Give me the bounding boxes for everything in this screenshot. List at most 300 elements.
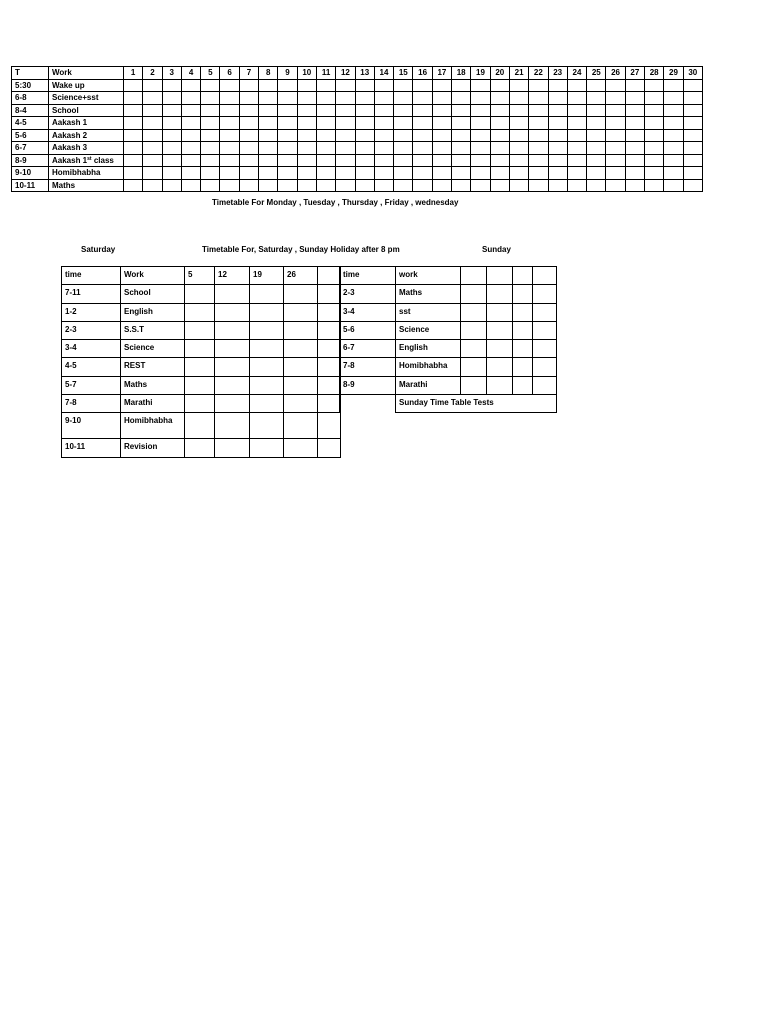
time-cell: 6-7 xyxy=(340,340,396,358)
work-cell: English xyxy=(121,303,185,321)
check-cell xyxy=(162,142,181,155)
sunday-timetable-body xyxy=(340,267,557,413)
check-cell xyxy=(548,142,567,155)
time-cell: 5:30 xyxy=(12,79,49,92)
day-header: 3 xyxy=(162,67,181,80)
check-cell xyxy=(250,340,284,358)
date-header: 19 xyxy=(250,267,284,285)
check-cell xyxy=(162,129,181,142)
check-cell xyxy=(284,358,318,376)
check-cell xyxy=(215,321,250,339)
check-cell xyxy=(143,79,162,92)
check-cell xyxy=(185,285,215,303)
check-cell xyxy=(587,129,606,142)
day-header: 23 xyxy=(548,67,567,80)
check-cell xyxy=(259,142,278,155)
check-cell xyxy=(625,92,644,105)
check-cell xyxy=(645,154,664,167)
check-cell xyxy=(143,167,162,180)
check-cell xyxy=(432,117,451,130)
check-cell xyxy=(394,79,413,92)
check-cell xyxy=(625,104,644,117)
check-cell xyxy=(215,376,250,394)
check-cell xyxy=(355,179,374,192)
check-cell xyxy=(220,142,239,155)
check-cell xyxy=(606,142,625,155)
check-cell xyxy=(533,358,557,376)
check-cell xyxy=(567,117,586,130)
check-cell xyxy=(394,167,413,180)
time-cell: 5-6 xyxy=(340,321,396,339)
check-cell xyxy=(316,142,335,155)
check-cell xyxy=(452,79,471,92)
check-cell xyxy=(587,117,606,130)
time-header: time xyxy=(340,267,396,285)
check-cell xyxy=(143,117,162,130)
time-cell: 9-10 xyxy=(12,167,49,180)
check-cell xyxy=(318,376,341,394)
day-header: 18 xyxy=(452,67,471,80)
check-cell xyxy=(567,167,586,180)
time-header: time xyxy=(62,267,121,285)
check-cell xyxy=(278,92,297,105)
check-cell xyxy=(374,92,393,105)
check-cell xyxy=(278,142,297,155)
work-cell: S.S.T xyxy=(121,321,185,339)
check-cell xyxy=(487,376,513,394)
check-cell xyxy=(645,79,664,92)
check-cell xyxy=(533,376,557,394)
work-header: work xyxy=(396,267,461,285)
table-row xyxy=(340,376,557,394)
check-cell xyxy=(587,142,606,155)
check-cell xyxy=(471,79,490,92)
check-cell xyxy=(143,92,162,105)
check-cell xyxy=(201,79,220,92)
check-cell xyxy=(181,79,200,92)
time-cell: 3-4 xyxy=(62,340,121,358)
work-cell: Science xyxy=(121,340,185,358)
check-cell xyxy=(606,117,625,130)
sunday-footer-row xyxy=(340,395,557,413)
check-cell xyxy=(509,167,528,180)
time-cell: 2-3 xyxy=(62,321,121,339)
time-cell: 8-9 xyxy=(340,376,396,394)
check-cell xyxy=(239,92,258,105)
time-cell: 8-4 xyxy=(12,104,49,117)
check-cell xyxy=(394,92,413,105)
check-cell xyxy=(215,413,250,439)
check-cell xyxy=(471,104,490,117)
check-cell xyxy=(471,117,490,130)
check-cell xyxy=(336,142,355,155)
footer-blank xyxy=(340,395,396,413)
saturday-caption: Saturday xyxy=(81,245,116,254)
check-cell xyxy=(181,117,200,130)
check-cell xyxy=(509,129,528,142)
check-cell xyxy=(567,179,586,192)
check-cell xyxy=(683,167,702,180)
day-header: 14 xyxy=(374,67,393,80)
work-cell: Homibhabha xyxy=(49,167,124,180)
check-cell xyxy=(259,154,278,167)
check-cell xyxy=(355,129,374,142)
check-cell xyxy=(490,154,509,167)
check-cell xyxy=(471,142,490,155)
date-header xyxy=(461,267,487,285)
date-header xyxy=(533,267,557,285)
work-cell: Aakash 2 xyxy=(49,129,124,142)
date-header xyxy=(513,267,533,285)
check-cell xyxy=(318,285,341,303)
check-cell xyxy=(490,117,509,130)
check-cell xyxy=(215,358,250,376)
table-row xyxy=(62,285,341,303)
check-cell xyxy=(239,129,258,142)
check-cell xyxy=(606,167,625,180)
check-cell xyxy=(394,179,413,192)
check-cell xyxy=(318,340,341,358)
check-cell xyxy=(461,340,487,358)
check-cell xyxy=(374,179,393,192)
check-cell xyxy=(162,104,181,117)
day-header: 9 xyxy=(278,67,297,80)
day-header: 28 xyxy=(645,67,664,80)
check-cell xyxy=(645,167,664,180)
table-row xyxy=(12,79,703,92)
table-row xyxy=(12,129,703,142)
check-cell xyxy=(533,321,557,339)
check-cell xyxy=(297,117,316,130)
check-cell xyxy=(220,79,239,92)
table-row xyxy=(340,321,557,339)
check-cell xyxy=(683,104,702,117)
check-cell xyxy=(394,129,413,142)
check-cell xyxy=(567,129,586,142)
check-cell xyxy=(250,376,284,394)
check-cell xyxy=(284,376,318,394)
check-cell xyxy=(471,92,490,105)
check-cell xyxy=(548,167,567,180)
check-cell xyxy=(509,179,528,192)
check-cell xyxy=(250,395,284,413)
check-cell xyxy=(374,117,393,130)
work-header: Work xyxy=(49,67,124,80)
check-cell xyxy=(336,179,355,192)
check-cell xyxy=(645,129,664,142)
time-cell: 7-8 xyxy=(340,358,396,376)
check-cell xyxy=(124,179,143,192)
saturday-timetable xyxy=(61,266,341,458)
time-cell: 9-10 xyxy=(62,413,121,439)
check-cell xyxy=(452,104,471,117)
check-cell xyxy=(259,129,278,142)
check-cell xyxy=(220,167,239,180)
check-cell xyxy=(284,285,318,303)
check-cell xyxy=(513,285,533,303)
check-cell xyxy=(336,129,355,142)
check-cell xyxy=(567,154,586,167)
date-header: 5 xyxy=(185,267,215,285)
check-cell xyxy=(394,104,413,117)
check-cell xyxy=(587,179,606,192)
check-cell xyxy=(316,154,335,167)
check-cell xyxy=(181,142,200,155)
check-cell xyxy=(548,179,567,192)
check-cell xyxy=(606,79,625,92)
check-cell xyxy=(452,167,471,180)
check-cell xyxy=(185,413,215,439)
day-header: 17 xyxy=(432,67,451,80)
work-cell: Maths xyxy=(49,179,124,192)
check-cell xyxy=(318,321,341,339)
check-cell xyxy=(259,167,278,180)
check-cell xyxy=(490,167,509,180)
check-cell xyxy=(683,129,702,142)
check-cell xyxy=(201,129,220,142)
time-cell: 1-2 xyxy=(62,303,121,321)
check-cell xyxy=(297,179,316,192)
check-cell xyxy=(297,104,316,117)
check-cell xyxy=(250,285,284,303)
weekend-caption: Timetable For, Saturday , Sunday Holiday after 8 pm xyxy=(202,245,400,254)
weekday-header-row xyxy=(12,67,703,80)
table-row xyxy=(340,340,557,358)
day-header: 5 xyxy=(201,67,220,80)
check-cell xyxy=(239,79,258,92)
check-cell xyxy=(278,154,297,167)
check-cell xyxy=(625,129,644,142)
check-cell xyxy=(124,104,143,117)
table-row xyxy=(340,358,557,376)
check-cell xyxy=(490,104,509,117)
check-cell xyxy=(250,358,284,376)
check-cell xyxy=(239,142,258,155)
check-cell xyxy=(664,142,683,155)
check-cell xyxy=(394,154,413,167)
check-cell xyxy=(355,167,374,180)
check-cell xyxy=(278,117,297,130)
day-header: 11 xyxy=(316,67,335,80)
check-cell xyxy=(297,154,316,167)
check-cell xyxy=(548,79,567,92)
check-cell xyxy=(487,340,513,358)
check-cell xyxy=(162,79,181,92)
check-cell xyxy=(587,79,606,92)
weekday-caption: Timetable For Monday , Tuesday , Thursday , Friday , wednesday xyxy=(212,198,459,207)
check-cell xyxy=(297,79,316,92)
check-cell xyxy=(509,142,528,155)
table-row xyxy=(62,439,341,457)
date-header xyxy=(487,267,513,285)
check-cell xyxy=(185,395,215,413)
day-header: 7 xyxy=(239,67,258,80)
sunday-caption: Sunday xyxy=(482,245,511,254)
check-cell xyxy=(318,395,341,413)
check-cell xyxy=(336,92,355,105)
check-cell xyxy=(316,167,335,180)
check-cell xyxy=(567,142,586,155)
time-cell: 6-8 xyxy=(12,92,49,105)
time-cell: 7-8 xyxy=(62,395,121,413)
table-row xyxy=(62,395,341,413)
check-cell xyxy=(432,79,451,92)
check-cell xyxy=(452,154,471,167)
check-cell xyxy=(587,154,606,167)
table-row xyxy=(62,340,341,358)
work-cell: Aakash 3 xyxy=(49,142,124,155)
work-cell: Revision xyxy=(121,439,185,457)
check-cell xyxy=(413,79,432,92)
check-cell xyxy=(316,79,335,92)
day-header: 15 xyxy=(394,67,413,80)
day-header: 19 xyxy=(471,67,490,80)
check-cell xyxy=(162,179,181,192)
check-cell xyxy=(181,154,200,167)
day-header: 29 xyxy=(664,67,683,80)
time-cell: 5-7 xyxy=(62,376,121,394)
check-cell xyxy=(239,117,258,130)
check-cell xyxy=(297,142,316,155)
check-cell xyxy=(318,303,341,321)
check-cell xyxy=(513,358,533,376)
check-cell xyxy=(162,154,181,167)
check-cell xyxy=(185,358,215,376)
check-cell xyxy=(487,321,513,339)
check-cell xyxy=(513,376,533,394)
day-header: 13 xyxy=(355,67,374,80)
check-cell xyxy=(513,340,533,358)
check-cell xyxy=(278,129,297,142)
check-cell xyxy=(413,167,432,180)
check-cell xyxy=(645,179,664,192)
work-cell: School xyxy=(121,285,185,303)
check-cell xyxy=(461,285,487,303)
check-cell xyxy=(664,154,683,167)
check-cell xyxy=(297,92,316,105)
check-cell xyxy=(567,92,586,105)
check-cell xyxy=(413,142,432,155)
check-cell xyxy=(452,179,471,192)
table-row xyxy=(62,303,341,321)
check-cell xyxy=(452,129,471,142)
check-cell xyxy=(259,79,278,92)
check-cell xyxy=(683,142,702,155)
check-cell xyxy=(490,79,509,92)
work-cell: Aakash 1 xyxy=(49,117,124,130)
check-cell xyxy=(567,79,586,92)
check-cell xyxy=(625,154,644,167)
check-cell xyxy=(318,439,341,457)
check-cell xyxy=(461,376,487,394)
check-cell xyxy=(185,376,215,394)
work-cell: Maths xyxy=(396,285,461,303)
check-cell xyxy=(394,117,413,130)
check-cell xyxy=(606,154,625,167)
check-cell xyxy=(278,104,297,117)
check-cell xyxy=(513,303,533,321)
check-cell xyxy=(587,104,606,117)
work-cell: School xyxy=(49,104,124,117)
check-cell xyxy=(316,179,335,192)
check-cell xyxy=(181,167,200,180)
check-cell xyxy=(316,104,335,117)
check-cell xyxy=(124,154,143,167)
table-row xyxy=(62,376,341,394)
check-cell xyxy=(509,92,528,105)
check-cell xyxy=(490,92,509,105)
check-cell xyxy=(355,142,374,155)
check-cell xyxy=(374,142,393,155)
time-cell: 7-11 xyxy=(62,285,121,303)
check-cell xyxy=(162,117,181,130)
check-cell xyxy=(220,92,239,105)
time-cell: 10-11 xyxy=(12,179,49,192)
check-cell xyxy=(220,154,239,167)
check-cell xyxy=(432,142,451,155)
check-cell xyxy=(259,92,278,105)
work-cell: Science xyxy=(396,321,461,339)
day-header: 27 xyxy=(625,67,644,80)
work-cell: Maths xyxy=(121,376,185,394)
check-cell xyxy=(250,321,284,339)
check-cell xyxy=(181,129,200,142)
check-cell xyxy=(529,104,548,117)
check-cell xyxy=(297,167,316,180)
check-cell xyxy=(664,92,683,105)
check-cell xyxy=(548,104,567,117)
check-cell xyxy=(487,358,513,376)
check-cell xyxy=(355,79,374,92)
day-header: 12 xyxy=(336,67,355,80)
check-cell xyxy=(185,303,215,321)
check-cell xyxy=(413,104,432,117)
check-cell xyxy=(181,92,200,105)
work-suffix: class xyxy=(91,155,114,165)
check-cell xyxy=(683,154,702,167)
time-cell: 3-4 xyxy=(340,303,396,321)
time-cell: 6-7 xyxy=(12,142,49,155)
day-header: 22 xyxy=(529,67,548,80)
table-row xyxy=(62,413,341,439)
check-cell xyxy=(513,321,533,339)
table-row xyxy=(12,167,703,180)
time-header: T xyxy=(12,67,49,80)
check-cell xyxy=(201,167,220,180)
check-cell xyxy=(220,129,239,142)
check-cell xyxy=(533,285,557,303)
check-cell xyxy=(645,117,664,130)
check-cell xyxy=(278,79,297,92)
check-cell xyxy=(318,358,341,376)
check-cell xyxy=(664,117,683,130)
date-header: 26 xyxy=(284,267,318,285)
check-cell xyxy=(432,167,451,180)
check-cell xyxy=(215,395,250,413)
check-cell xyxy=(143,179,162,192)
check-cell xyxy=(284,413,318,439)
work-cell: Science+sst xyxy=(49,92,124,105)
check-cell xyxy=(201,117,220,130)
check-cell xyxy=(548,92,567,105)
work-cell: Homibhabha xyxy=(121,413,185,439)
check-cell xyxy=(250,303,284,321)
day-header: 26 xyxy=(606,67,625,80)
check-cell xyxy=(413,179,432,192)
check-cell xyxy=(625,179,644,192)
check-cell xyxy=(297,129,316,142)
check-cell xyxy=(625,79,644,92)
